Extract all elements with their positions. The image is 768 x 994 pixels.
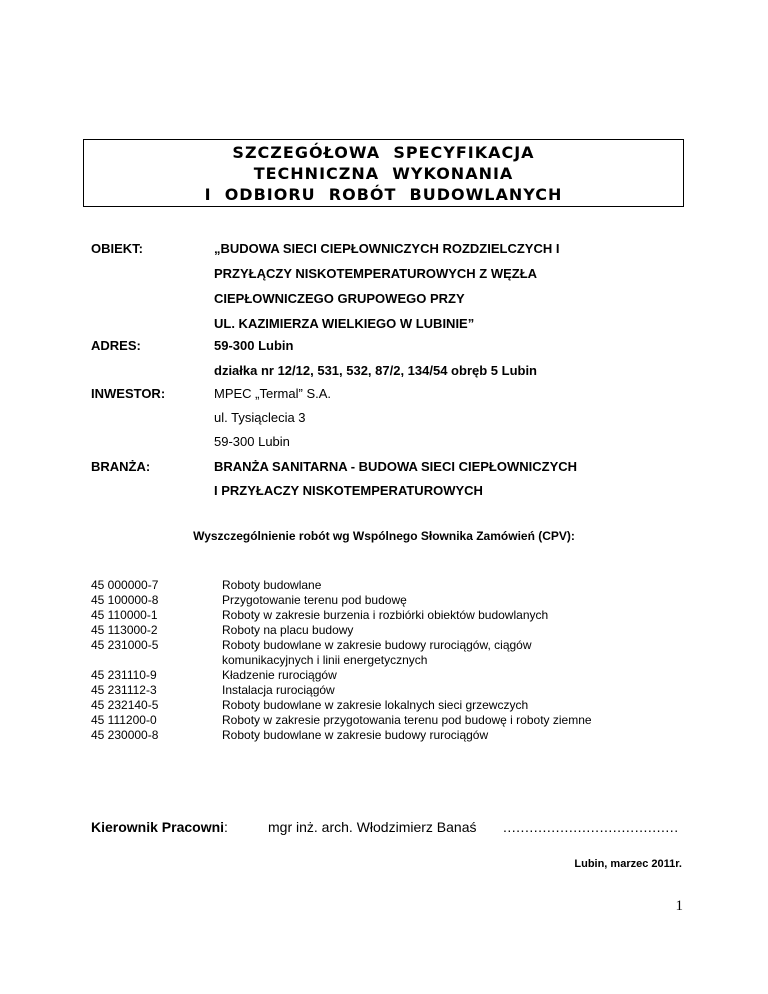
cpv-desc: Roboty w zakresie burzenia i rozbiórki obiektów budowlanych [222, 608, 549, 622]
cpv-code: 45 110000-1 [91, 608, 158, 622]
inwestor-label: INWESTOR: [91, 386, 166, 401]
obiekt-line-2: PRZYŁĄCZY NISKOTEMPERATUROWYCH Z WĘZŁA [214, 266, 538, 281]
date-place: Lubin, marzec 2011r. [574, 858, 682, 870]
obiekt-line-1: „BUDOWA SIECI CIEPŁOWNICZYCH ROZDZIELCZYCH I [214, 241, 560, 256]
cpv-desc: Roboty w zakresie przygotowania terenu pod budowę i roboty ziemne [222, 713, 592, 727]
title-line-3: I ODBIORU ROBÓT BUDOWLANYCH [204, 184, 563, 204]
cpv-code: 45 230000-8 [91, 728, 159, 742]
cpv-code: 45 111200-0 [91, 713, 157, 727]
cpv-desc: Roboty budowlane w zakresie lokalnych sieci grzewczych [222, 698, 529, 712]
title-box [83, 139, 684, 207]
cpv-desc: Roboty budowlane [222, 578, 322, 592]
adres-line-1: 59-300 Lubin [214, 338, 294, 353]
cpv-code: 45 100000-8 [91, 593, 159, 607]
title-line-1: SZCZEGÓŁOWA SPECYFIKACJA [232, 142, 535, 162]
cpv-desc: Przygotowanie terenu pod budowę [222, 593, 407, 607]
adres-label: ADRES: [91, 338, 141, 353]
cpv-code: 45 231112-3 [91, 683, 157, 697]
obiekt-line-3: CIEPŁOWNICZEGO GRUPOWEGO PRZY [214, 291, 465, 306]
cpv-desc: Roboty budowlane w zakresie budowy rurociągów [222, 728, 489, 742]
obiekt-line-4: UL. KAZIMIERZA WIELKIEGO W LUBINIE” [214, 316, 475, 331]
cpv-desc: Kładzenie rurociągów [222, 668, 337, 682]
adres-line-2: działka nr 12/12, 531, 532, 87/2, 134/54 obręb 5 Lubin [214, 363, 538, 378]
branza-label: BRANŻA: [91, 459, 151, 474]
signature-dots: ........................................ [503, 819, 679, 835]
inwestor-line-1: MPEC „Termal” S.A. [214, 386, 332, 401]
signature-name: mgr inż. arch. Włodzimierz Banaś [268, 819, 477, 835]
obiekt-label: OBIEKT: [91, 241, 143, 256]
page-number: 1 [675, 898, 683, 914]
branza-line-1: BRANŻA SANITARNA - BUDOWA SIECI CIEPŁOWNICZYCH [214, 459, 578, 474]
cpv-code: 45 113000-2 [91, 623, 158, 637]
cpv-desc: komunikacyjnych i linii energetycznych [222, 653, 428, 667]
cpv-code: 45 000000-7 [91, 578, 159, 592]
cpv-code: 45 231000-5 [91, 638, 159, 652]
inwestor-line-2: ul. Tysiąclecia 3 [214, 410, 306, 425]
cpv-desc: Instalacja rurociągów [222, 683, 335, 697]
title-line-2: TECHNICZNA WYKONANIA [253, 163, 514, 183]
cpv-desc: Roboty na placu budowy [222, 623, 354, 637]
cpv-code: 45 232140-5 [91, 698, 159, 712]
signature-label [91, 819, 228, 835]
cpv-desc: Roboty budowlane w zakresie budowy rurociągów, ciągów [222, 638, 532, 652]
cpv-code: 45 231110-9 [91, 668, 157, 682]
branza-line-2: I PRZYŁACZY NISKOTEMPERATUROWYCH [214, 483, 483, 498]
signature-label-colon: : [224, 819, 228, 835]
inwestor-line-3: 59-300 Lubin [214, 434, 290, 449]
cpv-title: Wyszczególnienie robót wg Wspólnego Słownika Zamówień (CPV): [193, 529, 575, 543]
signature-label-text: Kierownik Pracowni [91, 819, 225, 835]
